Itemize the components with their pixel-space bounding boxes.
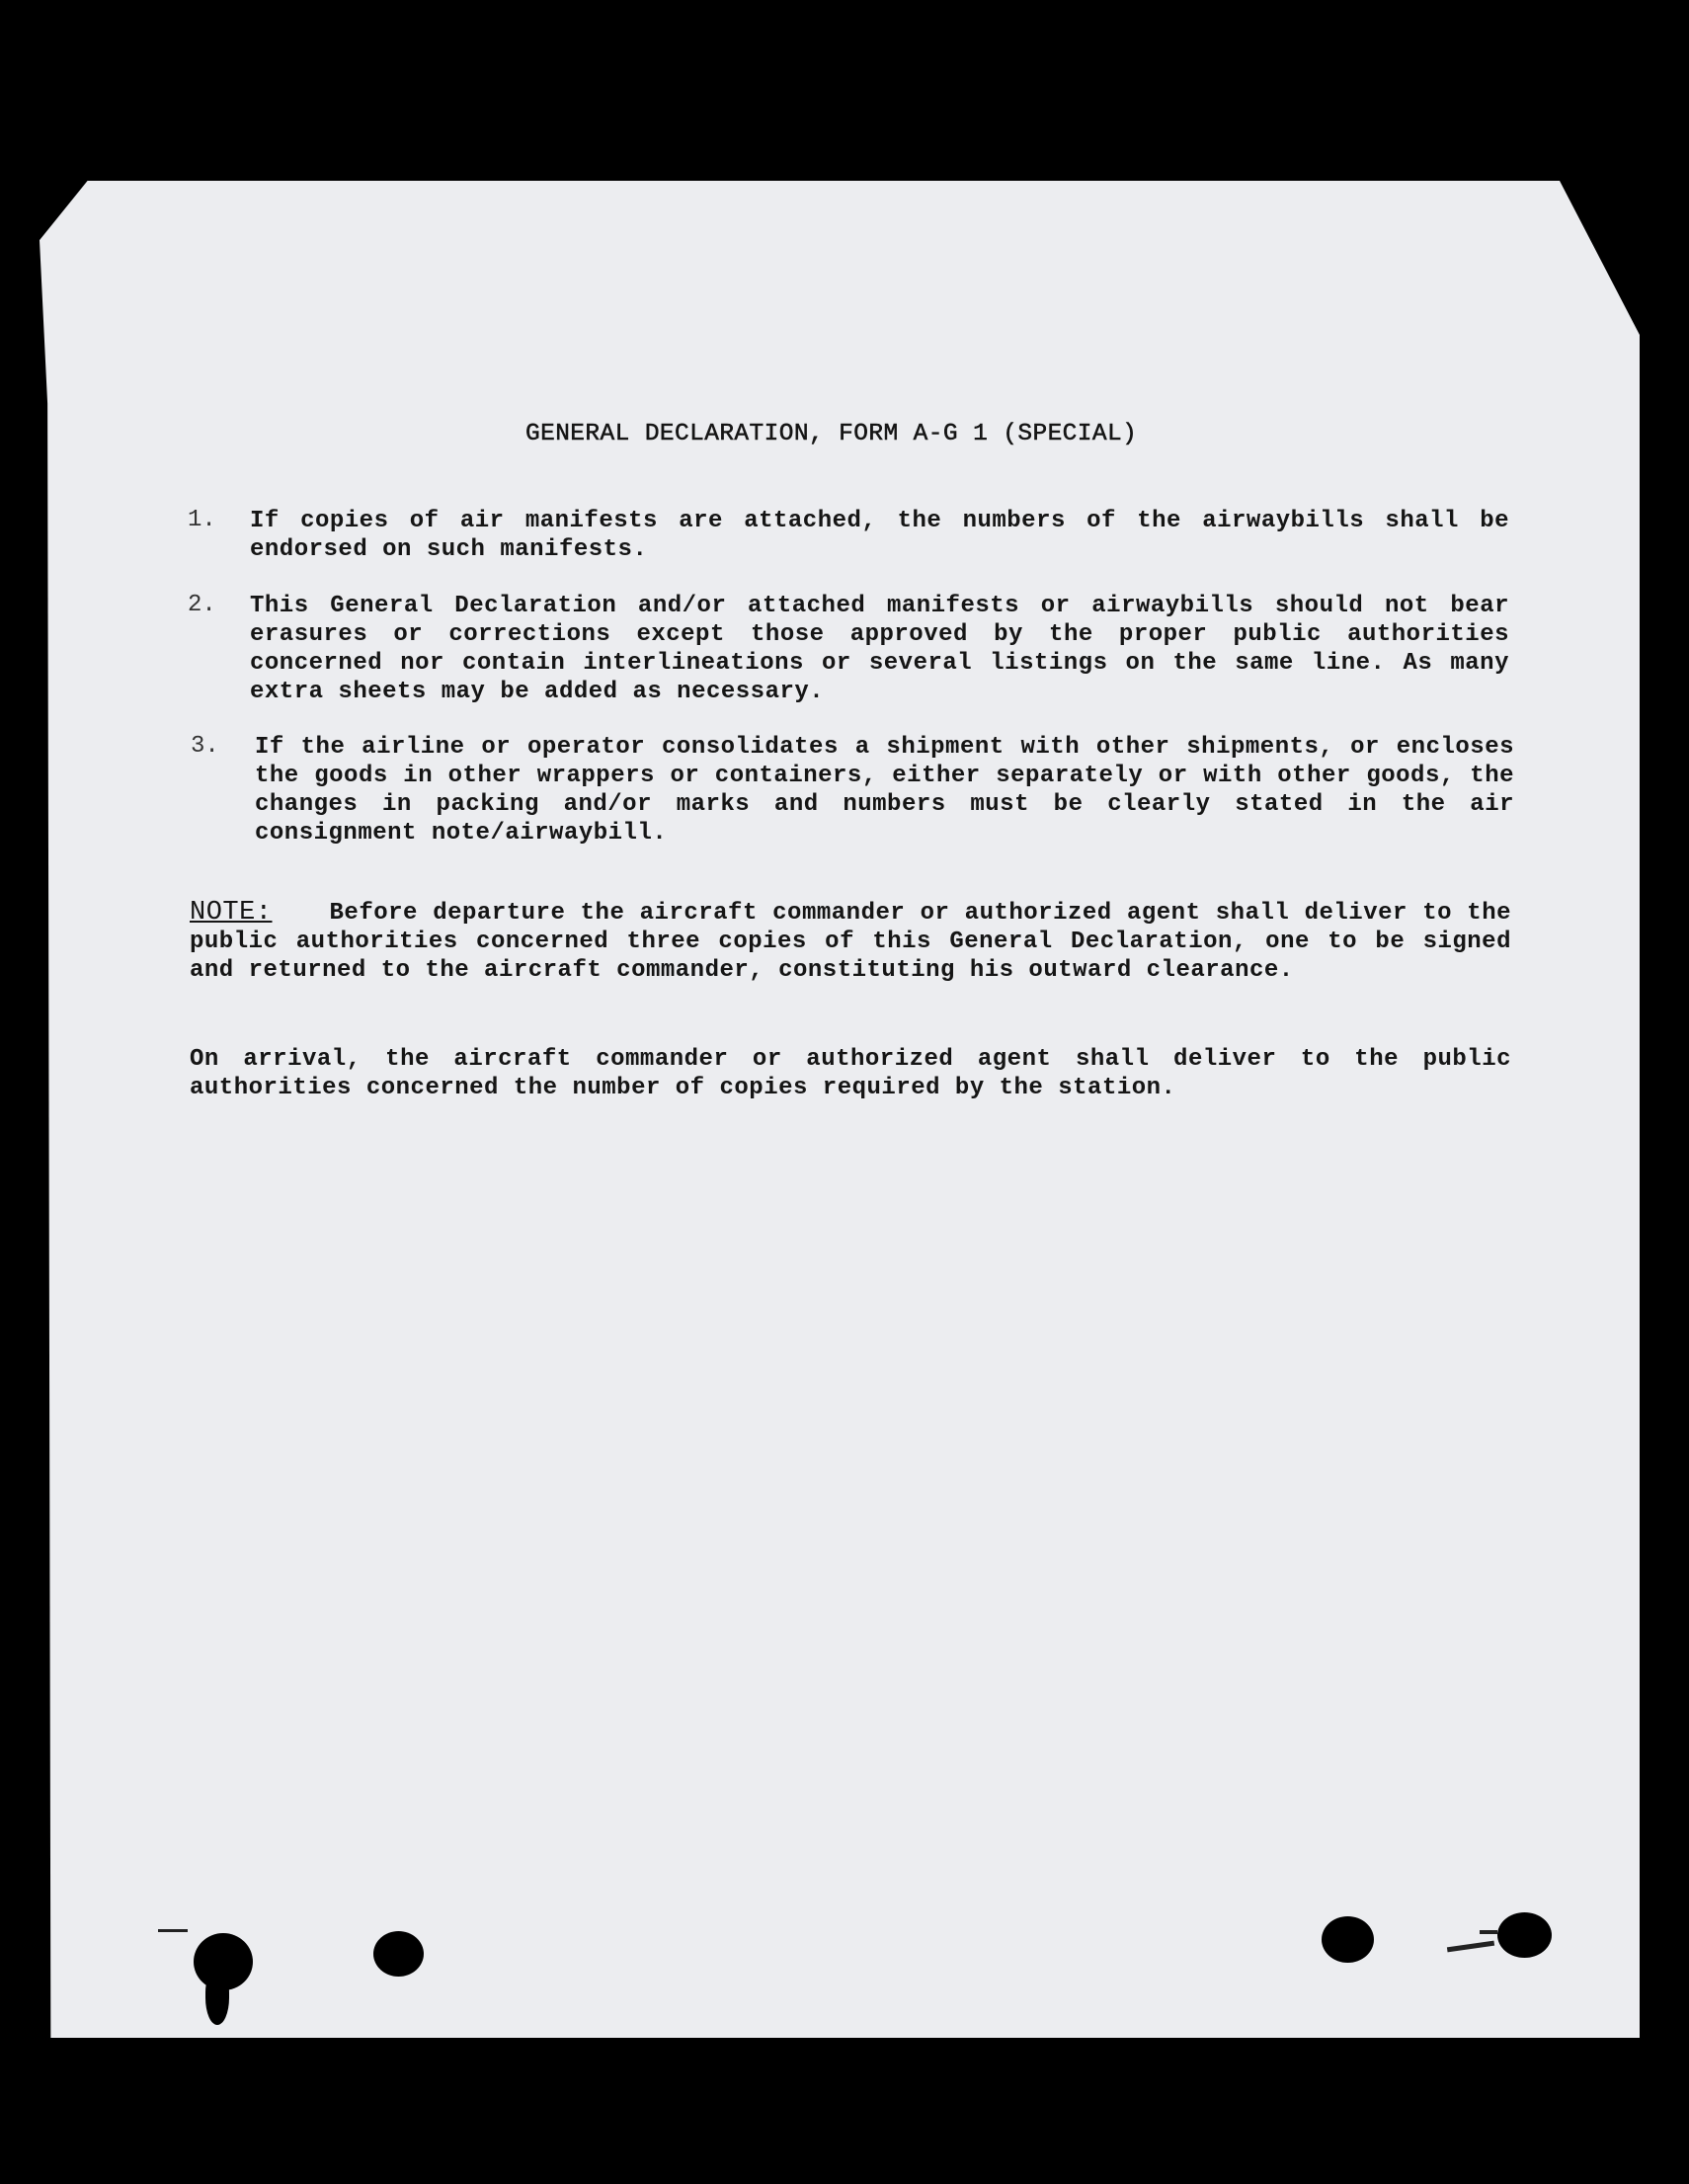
punch-hole-right (1497, 1912, 1552, 1958)
scan-mark (158, 1929, 188, 1932)
note-text: Before departure the aircraft commander or authorized agent shall deliver to the public authorities concerned three copies of this General Declaration, one to be signed and returned to the aircraft commander, constituting his outward clearance. (190, 900, 1511, 984)
arrival-paragraph: On arrival, the aircraft commander or authorized agent shall deliver to the public authorities concerned the number of copies required by the station. (190, 1046, 1511, 1101)
punch-hole-center-left (373, 1931, 424, 1977)
item-1-text: If copies of air manifests are attached, the numbers of the airwaybills shall be endorsed on such manifests. (250, 508, 1509, 563)
item-2-number: 2. (188, 592, 216, 618)
item-3-text: If the airline or operator consolidates a shipment with other shipments, or encloses the goods in other wrappers or containers, either separately or with other goods, the changes in packing and/or marks and numbers must be clearly stated in the air consignment note/airwaybill. (255, 734, 1514, 847)
item-1-number: 1. (188, 507, 216, 533)
punch-hole-left-tail (205, 1971, 229, 2025)
scan-mark (1480, 1930, 1497, 1934)
paper-sheet (40, 181, 1640, 2038)
punch-hole-center-right (1322, 1916, 1374, 1963)
item-3-number: 3. (191, 733, 219, 760)
note-label: NOTE: (190, 898, 273, 928)
item-2-text: This General Declaration and/or attached manifests or airwaybills should not bear erasures or corrections except those approved by the proper public authorities concerned nor contain interlineations or several listings on the same line. As many extra sheets may be added as necessary. (250, 593, 1509, 705)
document-title: GENERAL DECLARATION, FORM A-G 1 (SPECIAL) (525, 421, 1138, 447)
note-paragraph (190, 899, 1511, 985)
